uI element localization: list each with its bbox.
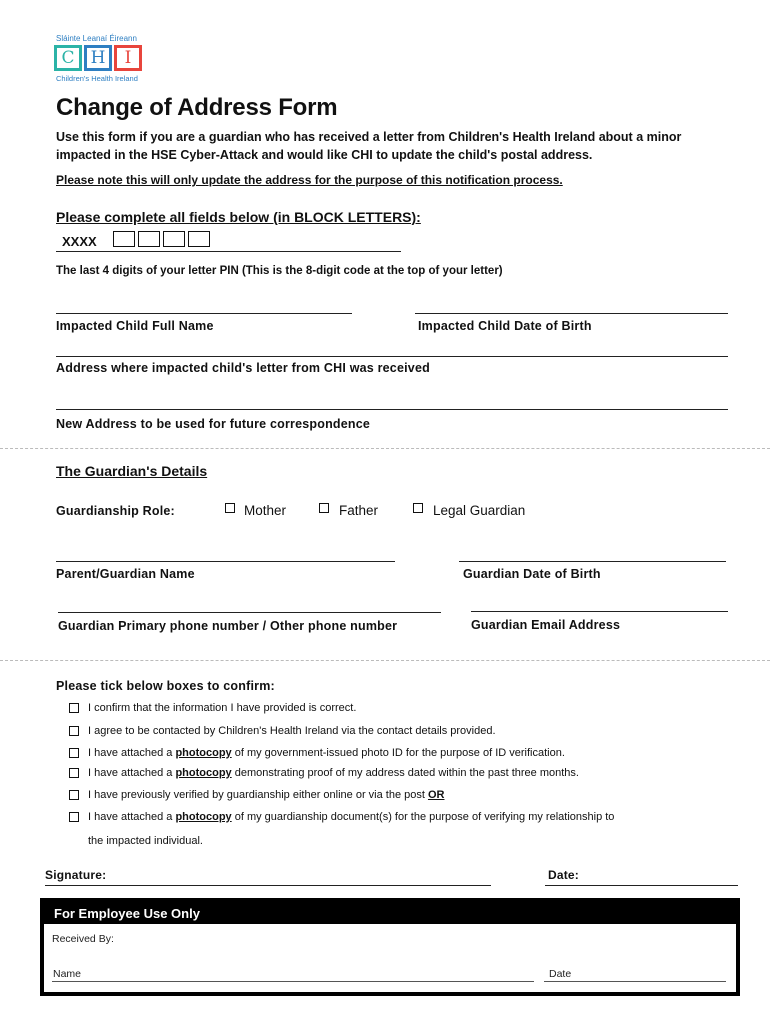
confirm-item-6-a: I have attached a	[88, 811, 176, 823]
child-name-line[interactable]	[56, 313, 352, 314]
confirm-item-1: I confirm that the information I have provided is correct.	[88, 702, 357, 714]
guardian-email-line[interactable]	[471, 611, 728, 612]
guardian-name-label: Parent/Guardian Name	[56, 567, 195, 581]
guardianship-role-label: Guardianship Role:	[56, 504, 175, 518]
confirm-item-3-a: I have attached a	[88, 747, 176, 759]
employee-use-heading: For Employee Use Only	[54, 906, 200, 921]
pin-digit-box-2[interactable]	[138, 231, 160, 247]
guardian-email-label: Guardian Email Address	[471, 618, 621, 632]
confirm-checkbox-6[interactable]	[69, 812, 79, 822]
pin-prefix: XXXX	[62, 234, 97, 249]
confirm-checkbox-2[interactable]	[69, 726, 79, 736]
confirm-checkbox-3[interactable]	[69, 748, 79, 758]
pin-underline	[56, 251, 401, 252]
role-father-checkbox[interactable]	[319, 503, 329, 513]
confirm-item-4	[88, 767, 579, 779]
logo-letter-i: I	[124, 48, 132, 68]
confirm-item-4-a: I have attached a	[88, 767, 176, 779]
logo-org-english: Children's Health Ireland	[56, 74, 138, 83]
guardian-phone-label: Guardian Primary phone number / Other phone number	[58, 619, 398, 633]
role-mother-label: Mother	[244, 503, 287, 518]
confirm-item-5-a: I have previously verified by guardianship either online or via the post	[88, 789, 428, 801]
pin-digit-box-3[interactable]	[163, 231, 185, 247]
logo-letter-c: C	[61, 48, 75, 68]
signature-label: Signature:	[45, 868, 107, 882]
new-address-label: New Address to be used for future correspondence	[56, 417, 371, 431]
employee-name-line[interactable]	[52, 981, 534, 982]
logo-letter-h: H	[90, 48, 106, 68]
pin-digit-box-4[interactable]	[188, 231, 210, 247]
role-legal-guardian-checkbox[interactable]	[413, 503, 423, 513]
employee-use-header	[44, 902, 736, 924]
logo-block-h	[84, 45, 112, 71]
role-legal-guardian-label: Legal Guardian	[433, 503, 526, 518]
child-dob-label: Impacted Child Date of Birth	[418, 319, 592, 333]
child-dob-line[interactable]	[415, 313, 728, 314]
date-label: Date:	[548, 868, 580, 882]
confirm-checkbox-1[interactable]	[69, 703, 79, 713]
confirm-item-3-c: of my government-issued photo ID for the purpose of ID verification.	[231, 747, 565, 759]
section-heading-fields: Please complete all fields below (in BLOCK LETTERS):	[56, 209, 421, 225]
new-address-line[interactable]	[56, 409, 728, 410]
old-address-line[interactable]	[56, 356, 728, 357]
page-title: Change of Address Form	[56, 94, 338, 121]
employee-name-label: Name	[53, 968, 82, 980]
guardian-phone-line[interactable]	[58, 612, 441, 613]
logo-org-irish: Sláinte Leanaí Éireann	[56, 34, 137, 43]
pin-digit-box-1[interactable]	[113, 231, 135, 247]
intro-text: Use this form if you are a guardian who has received a letter from Children's Health Ireland about a minor impacted in the HSE Cyber-Attack and would like CHI to update the child's postal address.	[56, 130, 682, 162]
confirm-item-6-c: of my guardianship document(s) for the purpose of verifying my relationship to	[231, 811, 615, 823]
signature-line[interactable]	[45, 885, 491, 886]
confirm-item-6-continued: the impacted individual.	[88, 835, 203, 847]
confirm-item-4-photocopy: photocopy	[175, 767, 232, 779]
confirm-heading: Please tick below boxes to confirm:	[56, 679, 275, 693]
confirm-item-5	[88, 789, 444, 801]
confirm-item-5-or: OR	[427, 789, 445, 801]
logo-block-c	[54, 45, 82, 71]
date-line[interactable]	[545, 885, 738, 886]
guardian-dob-line[interactable]	[459, 561, 726, 562]
confirm-item-4-c: demonstrating proof of my address dated within the past three months.	[231, 767, 579, 779]
confirm-item-3-photocopy: photocopy	[175, 747, 232, 759]
confirm-checkbox-4[interactable]	[69, 768, 79, 778]
guardian-name-line[interactable]	[56, 561, 395, 562]
confirm-item-2: I agree to be contacted by Children's Health Ireland via the contact details provided.	[88, 725, 496, 737]
confirm-item-6	[88, 811, 614, 823]
received-by-label: Received By:	[52, 933, 114, 945]
role-father-label: Father	[339, 503, 379, 518]
confirm-checkbox-5[interactable]	[69, 790, 79, 800]
confirm-item-3	[88, 747, 565, 759]
guardian-heading: The Guardian's Details	[56, 463, 208, 479]
child-name-label: Impacted Child Full Name	[56, 319, 214, 333]
logo-block-i	[114, 45, 142, 71]
employee-date-line[interactable]	[544, 981, 726, 982]
chi-logo	[54, 34, 164, 86]
notice-text: Please note this will only update the address for the purpose of this notification process.	[56, 173, 563, 187]
old-address-label: Address where impacted child's letter from CHI was received	[56, 361, 430, 375]
role-mother-checkbox[interactable]	[225, 503, 235, 513]
section-divider-2	[0, 660, 770, 661]
section-divider-1	[0, 448, 770, 449]
pin-label: The last 4 digits of your letter PIN (This is the 8-digit code at the top of your letter)	[56, 265, 503, 277]
confirm-item-6-photocopy: photocopy	[175, 811, 232, 823]
guardian-dob-label: Guardian Date of Birth	[463, 567, 601, 581]
employee-use-box	[40, 898, 740, 996]
employee-date-label: Date	[549, 968, 572, 980]
